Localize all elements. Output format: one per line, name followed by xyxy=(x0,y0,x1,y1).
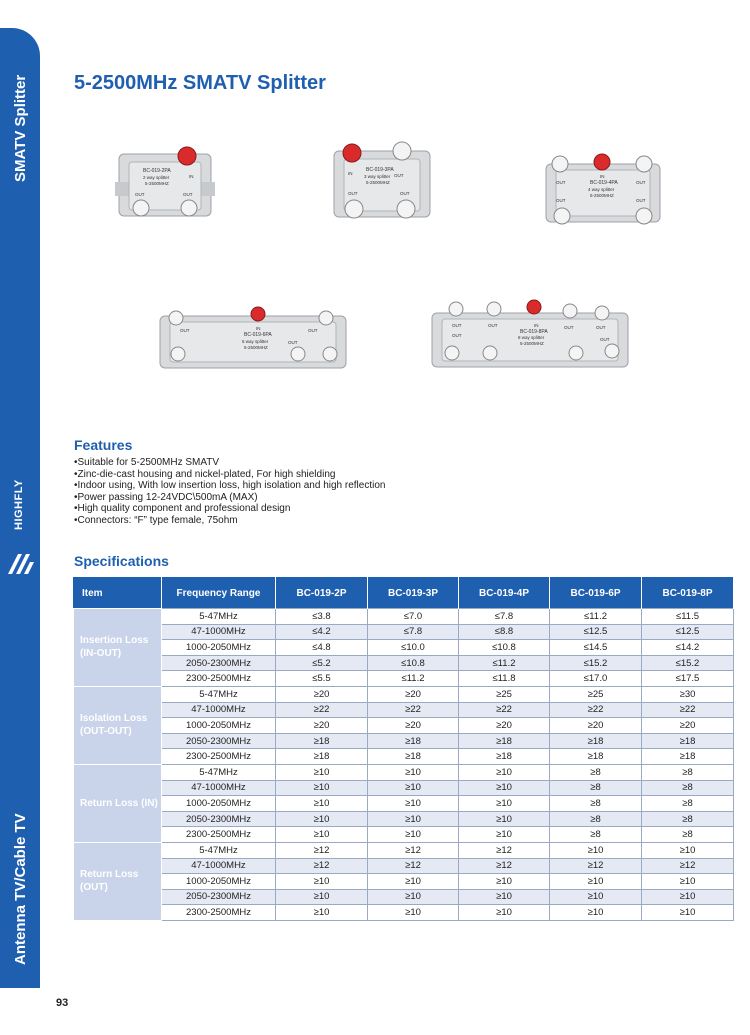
table-row xyxy=(74,764,734,780)
value-cell: ≥10 xyxy=(642,905,734,921)
value-cell: ≥18 xyxy=(276,733,368,749)
table-row xyxy=(74,749,734,765)
product-range-6way: 5-2500MHZ xyxy=(244,345,268,350)
frequency-cell: 2300-2500MHz xyxy=(162,671,276,687)
value-cell: ≥8 xyxy=(550,764,642,780)
value-cell: ≥12 xyxy=(642,858,734,874)
table-row xyxy=(74,811,734,827)
feature-item: • Power passing 12-24VDC\500mA (MAX) xyxy=(74,492,385,504)
column-header: BC-019-4P xyxy=(459,578,550,609)
frequency-cell: 2050-2300MHz xyxy=(162,889,276,905)
value-cell: ≥8 xyxy=(550,780,642,796)
value-cell: ≥10 xyxy=(368,764,459,780)
value-cell: ≥10 xyxy=(550,874,642,890)
table-row xyxy=(74,718,734,734)
product-desc-3way: 3 way splitter xyxy=(364,174,391,179)
port-out-2way-b: OUT xyxy=(183,192,193,197)
value-cell: ≥10 xyxy=(550,842,642,858)
column-header: Item xyxy=(74,578,162,609)
value-cell: ≥20 xyxy=(550,718,642,734)
value-cell: ≥18 xyxy=(459,749,550,765)
value-cell: ≤11.5 xyxy=(642,609,734,625)
port-out-6way-a: OUT xyxy=(180,328,190,333)
frequency-cell: 2050-2300MHz xyxy=(162,733,276,749)
value-cell: ≥10 xyxy=(368,796,459,812)
value-cell: ≥18 xyxy=(550,749,642,765)
features-list xyxy=(74,457,385,527)
value-cell: ≥18 xyxy=(459,733,550,749)
feature-item: • Indoor using, With low insertion loss, high isolation and high reflection xyxy=(74,480,385,492)
value-cell: ≥10 xyxy=(459,796,550,812)
port-out-4way-d: OUT xyxy=(636,198,646,203)
table-row xyxy=(74,671,734,687)
port-in-3way: IN xyxy=(348,171,353,176)
value-cell: ≥10 xyxy=(368,827,459,843)
value-cell: ≤7.0 xyxy=(368,609,459,625)
port-in-8way: IN xyxy=(534,323,539,328)
value-cell: ≥10 xyxy=(642,874,734,890)
feature-item: • High quality component and professional design xyxy=(74,503,385,515)
table-row xyxy=(74,796,734,812)
product-photo-2way xyxy=(115,142,215,227)
port-out-8way-c: OUT xyxy=(452,333,462,338)
value-cell: ≥20 xyxy=(368,686,459,702)
port-in-6way: IN xyxy=(256,326,261,331)
product-desc-2way: 2 way splitter xyxy=(143,175,170,180)
product-desc-6way: 6 way splitter xyxy=(242,339,269,344)
frequency-cell: 2050-2300MHz xyxy=(162,811,276,827)
value-cell: ≤14.5 xyxy=(550,640,642,656)
value-cell: ≥10 xyxy=(459,764,550,780)
value-cell: ≥20 xyxy=(276,686,368,702)
sidebar: SMATV Splitter HIGHFLY Antenna TV/Cable TV xyxy=(0,0,40,1035)
port-out-8way-f: OUT xyxy=(600,337,610,342)
value-cell: ≥12 xyxy=(459,858,550,874)
value-cell: ≤12.5 xyxy=(550,624,642,640)
product-photo-8way xyxy=(430,295,630,375)
value-cell: ≤14.2 xyxy=(642,640,734,656)
frequency-cell: 5-47MHz xyxy=(162,609,276,625)
value-cell: ≤3.8 xyxy=(276,609,368,625)
value-cell: ≥10 xyxy=(276,764,368,780)
value-cell: ≥22 xyxy=(368,702,459,718)
frequency-cell: 1000-2050MHz xyxy=(162,640,276,656)
table-row xyxy=(74,702,734,718)
product-model-4way: BC-019-4PA xyxy=(590,180,618,186)
value-cell: ≤10.8 xyxy=(459,640,550,656)
value-cell: ≤17.5 xyxy=(642,671,734,687)
value-cell: ≥10 xyxy=(276,796,368,812)
features-heading: Features xyxy=(74,437,133,453)
table-row xyxy=(74,624,734,640)
value-cell: ≥10 xyxy=(276,874,368,890)
frequency-cell: 47-1000MHz xyxy=(162,780,276,796)
value-cell: ≤11.2 xyxy=(459,655,550,671)
port-out-8way-e: OUT xyxy=(596,325,606,330)
feature-item: • Suitable for 5-2500MHz SMATV xyxy=(74,457,385,469)
value-cell: ≤8.8 xyxy=(459,624,550,640)
value-cell: ≥10 xyxy=(642,842,734,858)
value-cell: ≥20 xyxy=(459,718,550,734)
value-cell: ≥10 xyxy=(459,827,550,843)
specifications-table xyxy=(73,577,734,921)
table-row xyxy=(74,905,734,921)
value-cell: ≤15.2 xyxy=(550,655,642,671)
value-cell: ≥22 xyxy=(459,702,550,718)
product-model-2way: BC-019-2PA xyxy=(143,168,171,174)
table-row xyxy=(74,874,734,890)
value-cell: ≥18 xyxy=(368,733,459,749)
frequency-cell: 5-47MHz xyxy=(162,842,276,858)
frequency-cell: 2300-2500MHz xyxy=(162,749,276,765)
value-cell: ≤7.8 xyxy=(368,624,459,640)
table-row xyxy=(74,655,734,671)
value-cell: ≤10.8 xyxy=(368,655,459,671)
value-cell: ≥10 xyxy=(368,889,459,905)
value-cell: ≤5.2 xyxy=(276,655,368,671)
frequency-cell: 1000-2050MHz xyxy=(162,874,276,890)
value-cell: ≥8 xyxy=(550,827,642,843)
frequency-cell: 2300-2500MHz xyxy=(162,827,276,843)
column-header: Frequency Range xyxy=(162,578,276,609)
value-cell: ≥12 xyxy=(550,858,642,874)
table-row xyxy=(74,889,734,905)
value-cell: ≥12 xyxy=(368,858,459,874)
product-photo-4way xyxy=(540,150,665,230)
port-out-4way-a: OUT xyxy=(556,180,566,185)
product-model-3way: BC-019-3PA xyxy=(366,167,394,173)
page-number: 93 xyxy=(56,997,69,1009)
value-cell: ≥22 xyxy=(276,702,368,718)
port-in-4way: IN xyxy=(600,174,605,179)
value-cell: ≥10 xyxy=(276,905,368,921)
port-out-2way-a: OUT xyxy=(135,192,145,197)
product-range-4way: 5-2500MHZ xyxy=(590,193,614,198)
value-cell: ≥8 xyxy=(642,811,734,827)
table-row xyxy=(74,842,734,858)
value-cell: ≤11.2 xyxy=(550,609,642,625)
product-desc-8way: 8 way splitter xyxy=(518,335,545,340)
product-photo-6way xyxy=(158,302,348,377)
value-cell: ≥25 xyxy=(550,686,642,702)
frequency-cell: 1000-2050MHz xyxy=(162,718,276,734)
group-label: Isolation Loss (OUT-OUT) xyxy=(74,686,162,764)
value-cell: ≥18 xyxy=(642,749,734,765)
port-out-6way-b: OUT xyxy=(308,328,318,333)
value-cell: ≥12 xyxy=(276,842,368,858)
product-range-2way: 5-2500MHZ xyxy=(145,181,169,186)
port-in-2way: IN xyxy=(189,174,194,179)
value-cell: ≥18 xyxy=(276,749,368,765)
value-cell: ≥10 xyxy=(550,905,642,921)
value-cell: ≤4.2 xyxy=(276,624,368,640)
value-cell: ≥10 xyxy=(276,827,368,843)
value-cell: ≥18 xyxy=(642,733,734,749)
group-label: Return Loss (IN) xyxy=(74,764,162,842)
value-cell: ≥10 xyxy=(550,889,642,905)
value-cell: ≥12 xyxy=(459,842,550,858)
value-cell: ≥20 xyxy=(276,718,368,734)
table-row xyxy=(74,686,734,702)
value-cell: ≥10 xyxy=(368,780,459,796)
value-cell: ≤7.8 xyxy=(459,609,550,625)
highfly-logo xyxy=(4,470,36,570)
logo-brand-text: HIGHFLY xyxy=(13,479,25,530)
value-cell: ≤15.2 xyxy=(642,655,734,671)
frequency-cell: 2300-2500MHz xyxy=(162,905,276,921)
value-cell: ≥30 xyxy=(642,686,734,702)
product-model-8way: BC-019-8PA xyxy=(520,329,548,335)
frequency-cell: 47-1000MHz xyxy=(162,702,276,718)
port-out-3way-b: OUT xyxy=(348,191,358,196)
specifications-body xyxy=(74,609,734,921)
port-out-8way-a: OUT xyxy=(452,323,462,328)
value-cell: ≥10 xyxy=(368,905,459,921)
product-range-3way: 5-2500MHZ xyxy=(366,180,390,185)
value-cell: ≥20 xyxy=(642,718,734,734)
table-row xyxy=(74,609,734,625)
value-cell: ≥12 xyxy=(368,842,459,858)
value-cell: ≥10 xyxy=(368,811,459,827)
value-cell: ≥18 xyxy=(550,733,642,749)
group-label: Return Loss (OUT) xyxy=(74,842,162,920)
port-out-8way-b: OUT xyxy=(488,323,498,328)
value-cell: ≥10 xyxy=(459,780,550,796)
table-row xyxy=(74,733,734,749)
value-cell: ≥8 xyxy=(550,811,642,827)
port-out-6way-c: OUT xyxy=(288,340,298,345)
value-cell: ≥8 xyxy=(642,780,734,796)
value-cell: ≥8 xyxy=(642,764,734,780)
value-cell: ≥8 xyxy=(642,796,734,812)
value-cell: ≤12.5 xyxy=(642,624,734,640)
value-cell: ≤4.8 xyxy=(276,640,368,656)
table-row xyxy=(74,780,734,796)
value-cell: ≥10 xyxy=(642,889,734,905)
page-title: 5-2500MHz SMATV Splitter xyxy=(74,72,326,94)
value-cell: ≤11.8 xyxy=(459,671,550,687)
value-cell: ≥8 xyxy=(642,827,734,843)
specifications-heading: Specifications xyxy=(74,553,169,569)
product-range-8way: 5-2500MHZ xyxy=(520,341,544,346)
feature-item: • Zinc-die-cast housing and nickel-plated, For high shielding xyxy=(74,469,385,481)
column-header: BC-019-6P xyxy=(550,578,642,609)
table-row xyxy=(74,827,734,843)
value-cell: ≥25 xyxy=(459,686,550,702)
value-cell: ≥10 xyxy=(276,780,368,796)
frequency-cell: 47-1000MHz xyxy=(162,858,276,874)
value-cell: ≤10.0 xyxy=(368,640,459,656)
value-cell: ≥12 xyxy=(276,858,368,874)
value-cell: ≥10 xyxy=(459,874,550,890)
frequency-cell: 1000-2050MHz xyxy=(162,796,276,812)
group-label: Insertion Loss (IN-OUT) xyxy=(74,609,162,687)
frequency-cell: 47-1000MHz xyxy=(162,624,276,640)
frequency-cell: 5-47MHz xyxy=(162,764,276,780)
value-cell: ≥22 xyxy=(550,702,642,718)
product-desc-4way: 4 way splitter xyxy=(588,187,615,192)
value-cell: ≥22 xyxy=(642,702,734,718)
logo-mark-icon xyxy=(4,540,36,580)
value-cell: ≥20 xyxy=(368,718,459,734)
port-out-4way-b: OUT xyxy=(636,180,646,185)
table-row xyxy=(74,858,734,874)
column-header: BC-019-3P xyxy=(368,578,459,609)
value-cell: ≥10 xyxy=(459,889,550,905)
value-cell: ≤5.5 xyxy=(276,671,368,687)
value-cell: ≥10 xyxy=(459,905,550,921)
value-cell: ≥10 xyxy=(276,889,368,905)
product-photo-3way xyxy=(330,137,435,227)
value-cell: ≤11.2 xyxy=(368,671,459,687)
value-cell: ≤17.0 xyxy=(550,671,642,687)
frequency-cell: 5-47MHz xyxy=(162,686,276,702)
feature-item: • Connectors: “F” type female, 75ohm xyxy=(74,515,385,527)
column-header: BC-019-8P xyxy=(642,578,734,609)
product-model-6way: BC-019-6PA xyxy=(244,332,272,338)
value-cell: ≥10 xyxy=(276,811,368,827)
port-out-3way-c: OUT xyxy=(400,191,410,196)
table-header-row xyxy=(74,578,734,609)
value-cell: ≥18 xyxy=(368,749,459,765)
port-out-4way-c: OUT xyxy=(556,198,566,203)
value-cell: ≥10 xyxy=(459,811,550,827)
value-cell: ≥8 xyxy=(550,796,642,812)
frequency-cell: 2050-2300MHz xyxy=(162,655,276,671)
value-cell: ≥10 xyxy=(368,874,459,890)
table-row xyxy=(74,640,734,656)
port-out-3way-a: OUT xyxy=(394,173,404,178)
column-header: BC-019-2P xyxy=(276,578,368,609)
port-out-8way-d: OUT xyxy=(564,325,574,330)
